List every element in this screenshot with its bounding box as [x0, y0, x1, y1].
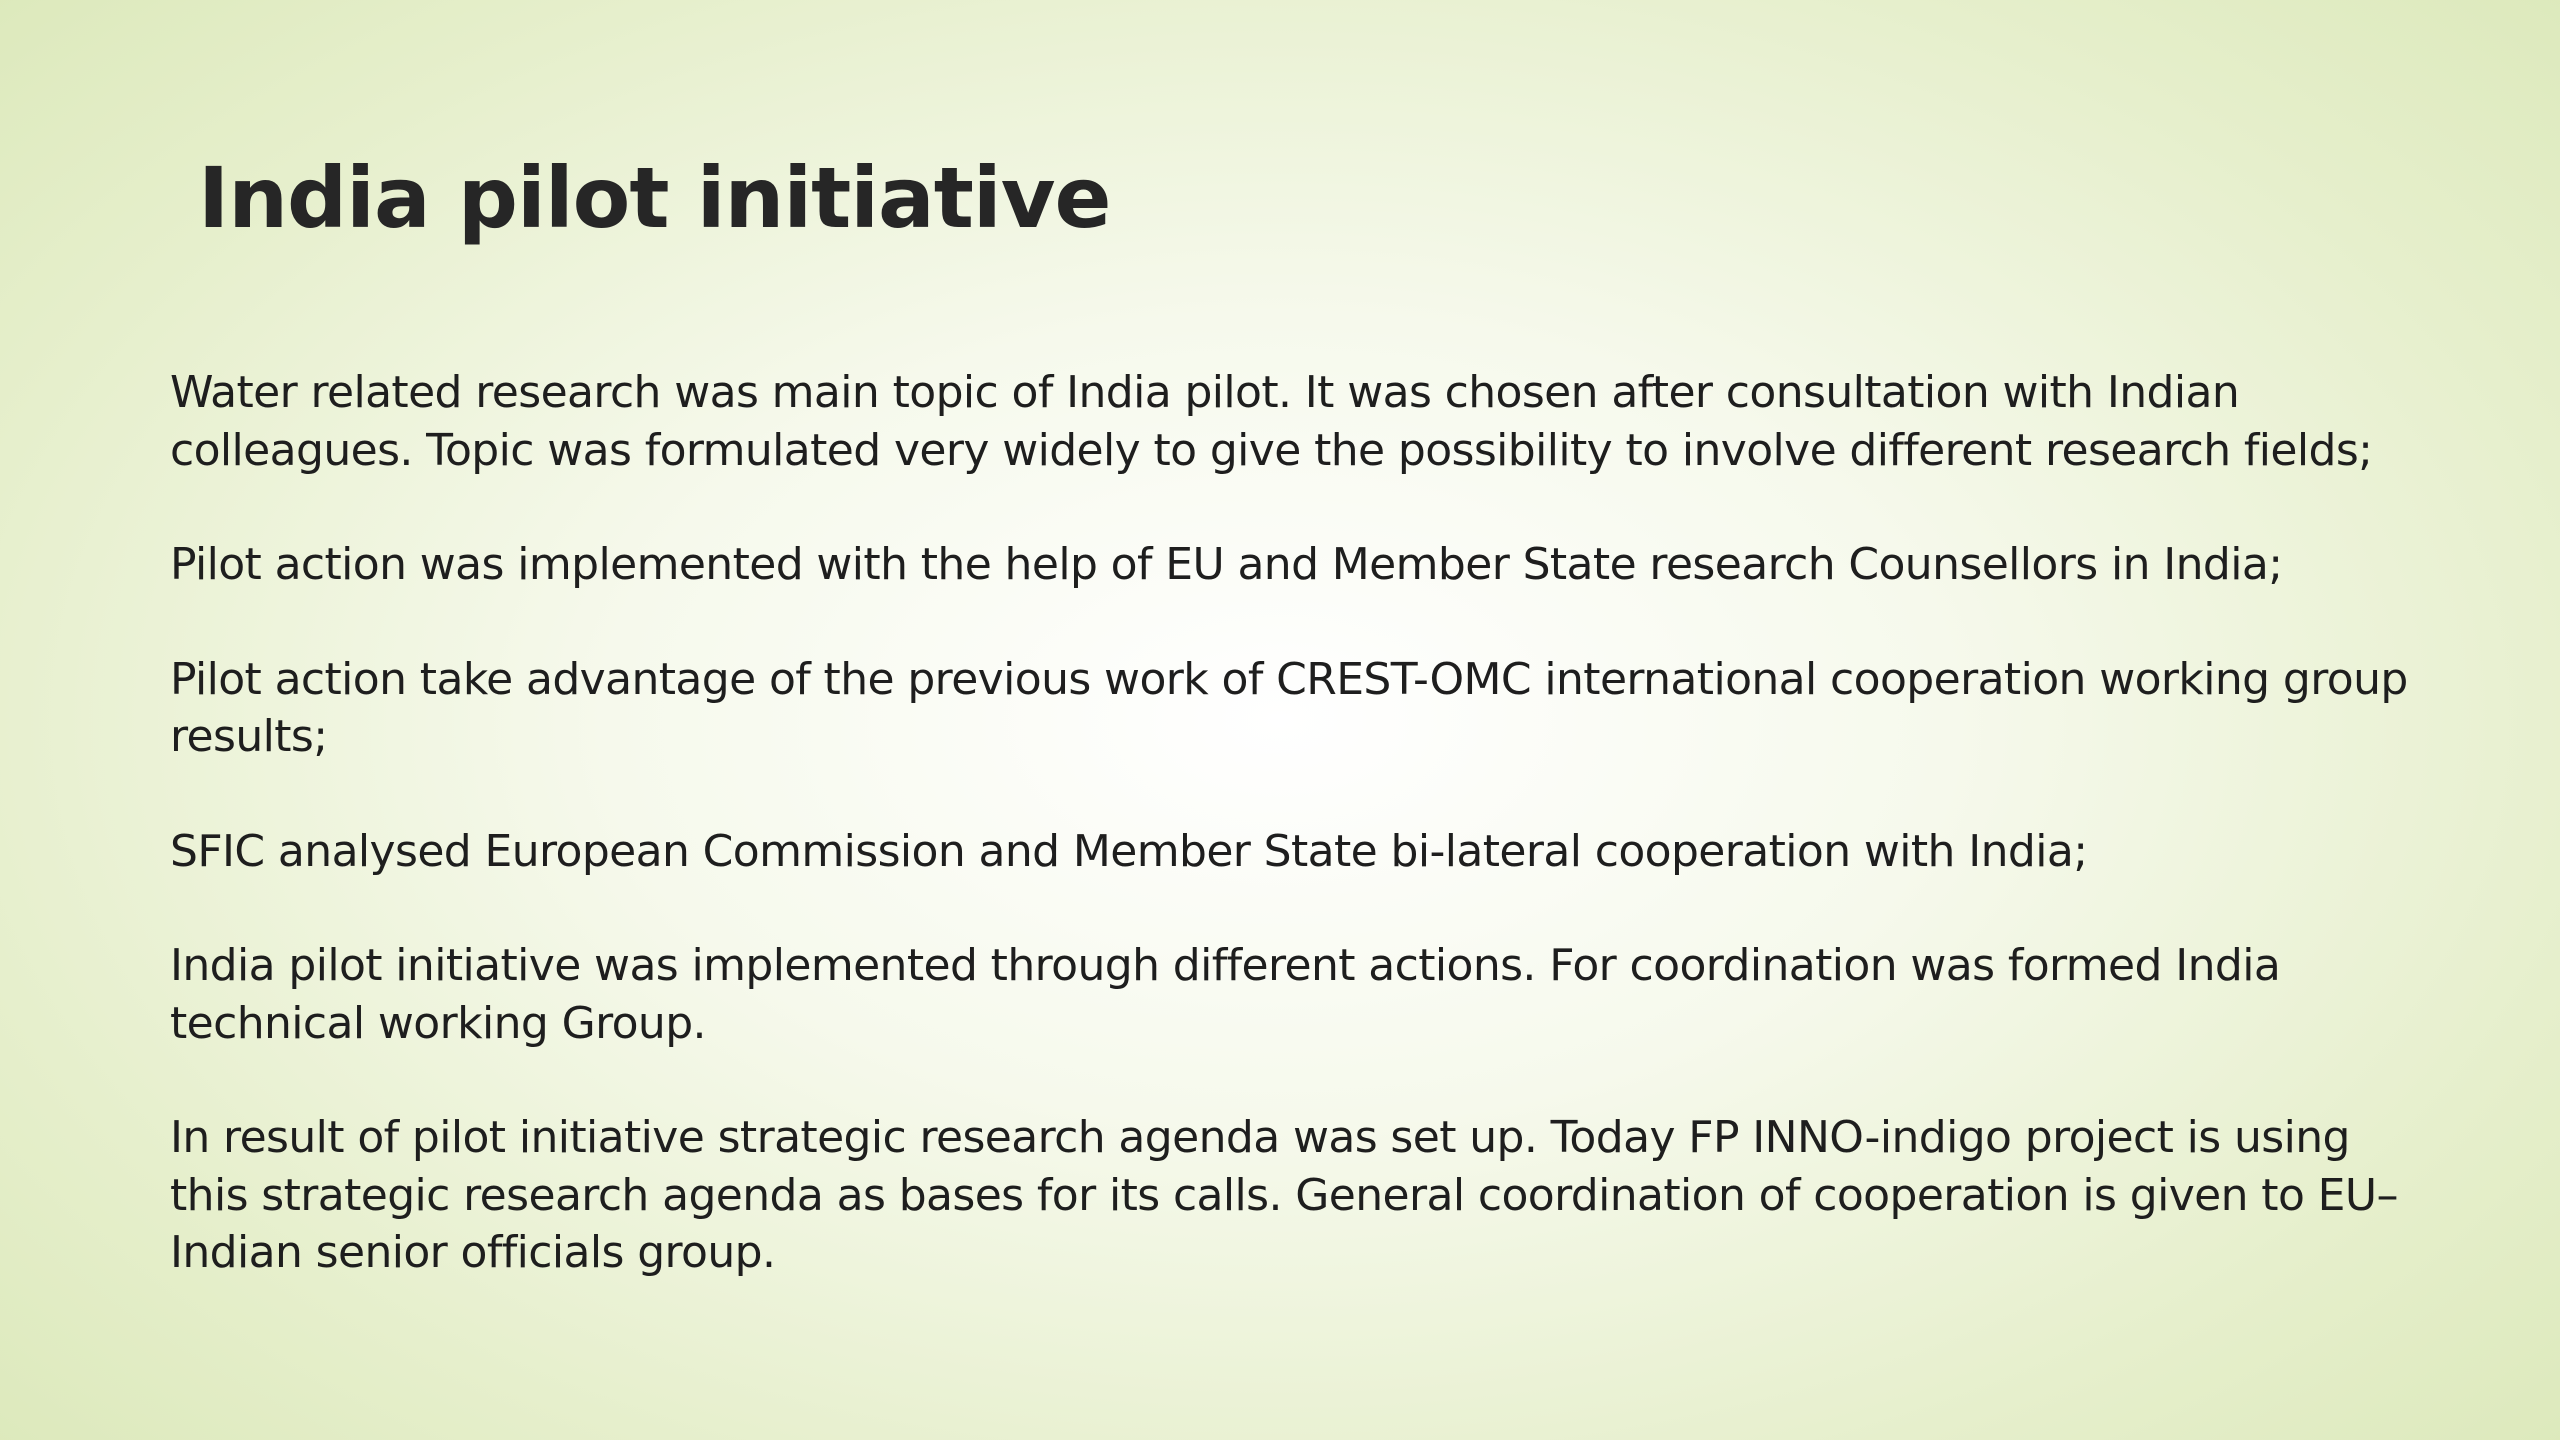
paragraph-pilot-implementation: Pilot action was implemented with the help of EU and Member State research Counsellors in India;: [170, 539, 2283, 590]
paragraph-research-agenda: In result of pilot initiative strategic research agenda was set up. Today FP INNO-indigo project is using this strategic research agenda as bases for its calls. General coordination of cooperation is given to EU–Indian senior officials group.: [170, 1112, 2398, 1278]
paragraph-water-research: Water related research was main topic of India pilot. It was chosen after consultation with Indian colleagues. Topic was formulated very widely to give the possibility to involve different research fields;: [170, 367, 2373, 476]
paragraph-sfic-analysis: SFIC analysed European Commission and Member State bi-lateral cooperation with India;: [170, 825, 2088, 877]
paragraph-working-group: India pilot initiative was implemented through different actions. For coordination was formed India technical working Group.: [170, 940, 2281, 1049]
paragraph-crest-omc: Pilot action take advantage of the previous work of CREST-OMC international cooperation working group results;: [170, 653, 2408, 762]
slide-body: [170, 364, 2430, 1339]
slide-title: India pilot initiative: [198, 149, 1111, 247]
